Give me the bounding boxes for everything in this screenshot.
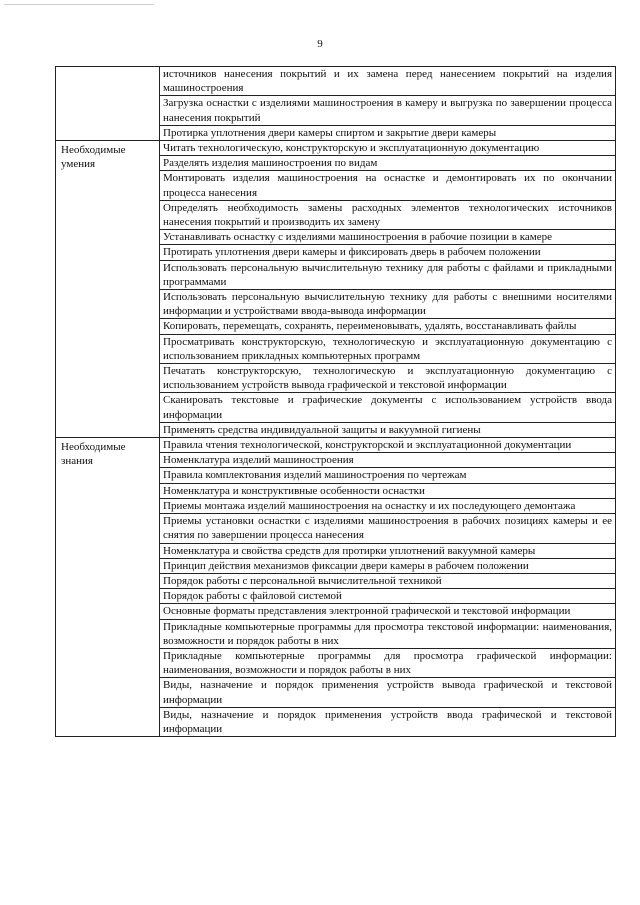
section-item: Загрузка оснастки с изделиями машиностроения в камеру и выгрузка по завершении процесса нанесения покрытий — [160, 96, 616, 125]
section-item: Правила комплектования изделий машиностроения по чертежам — [160, 468, 616, 483]
section-item: Печатать конструкторскую, технологическую и эксплуатационную документацию с использованием устройств вывода графической и текстовой информации — [160, 364, 616, 393]
competency-table-body — [56, 67, 616, 737]
section-item: Просматривать конструкторскую, технологическую и эксплуатационную документацию с использованием прикладных компьютерных программ — [160, 334, 616, 363]
competency-table — [55, 66, 616, 737]
section-item: Протирать уплотнения двери камеры и фиксировать дверь в рабочем положении — [160, 245, 616, 260]
section-item: Копировать, перемещать, сохранять, переименовывать, удалять, восстанавливать файлы — [160, 319, 616, 334]
section-item: Порядок работы с файловой системой — [160, 589, 616, 604]
section-item: Протирка уплотнения двери камеры спиртом и закрытие двери камеры — [160, 125, 616, 140]
section-item: Разделять изделия машиностроения по видам — [160, 156, 616, 171]
section-item: Прикладные компьютерные программы для просмотра текстовой информации: наименования, возможности и порядок работы в них — [160, 619, 616, 648]
section-item: Правила чтения технологической, конструкторской и эксплуатационной документации — [160, 438, 616, 453]
section-item: источников нанесения покрытий и их замена перед нанесением покрытий на изделия машиностроения — [160, 67, 616, 96]
section-item: Принцип действия механизмов фиксации двери камеры в рабочем положении — [160, 558, 616, 573]
section-item: Основные форматы представления электронной графической и текстовой информации — [160, 604, 616, 619]
section-item: Номенклатура изделий машиностроения — [160, 453, 616, 468]
section-item: Применять средства индивидуальной защиты и вакуумной гигиены — [160, 422, 616, 437]
table-row — [56, 141, 616, 156]
section-item: Приемы монтажа изделий машиностроения на оснастку и их последующего демонтажа — [160, 498, 616, 513]
section-item: Прикладные компьютерные программы для просмотра графической информации: наименования, возможности и порядок работы в них — [160, 648, 616, 677]
table-row — [56, 438, 616, 453]
section-item: Виды, назначение и порядок применения устройств ввода графической и текстовой информации — [160, 707, 616, 736]
section-label: Необходимые знания — [56, 438, 160, 737]
scan-edge-line — [4, 4, 154, 5]
section-item: Читать технологическую, конструкторскую и эксплуатационную документацию — [160, 141, 616, 156]
section-item: Приемы установки оснастки с изделиями машиностроения в рабочих позициях камеры и ее снятия по завершении процесса нанесения — [160, 514, 616, 543]
section-item: Монтировать изделия машиностроения на оснастке и демонтировать их по окончании процесса нанесения — [160, 171, 616, 200]
section-item: Использовать персональную вычислительную технику для работы с файлами и прикладными программами — [160, 260, 616, 289]
section-item: Номенклатура и конструктивные особенности оснастки — [160, 483, 616, 498]
section-item: Определять необходимость замены расходных элементов технологических источников нанесения покрытий и производить их замену — [160, 200, 616, 229]
section-label — [56, 67, 160, 141]
table-row — [56, 67, 616, 96]
section-item: Номенклатура и свойства средств для протирки уплотнений вакуумной камеры — [160, 543, 616, 558]
section-item: Устанавливать оснастку с изделиями машиностроения в рабочие позиции в камере — [160, 230, 616, 245]
section-item: Виды, назначение и порядок применения устройств вывода графической и текстовой информации — [160, 678, 616, 707]
page-number: 9 — [317, 38, 323, 50]
section-label: Необходимые умения — [56, 141, 160, 438]
section-item: Порядок работы с персональной вычислительной техникой — [160, 573, 616, 588]
section-item: Использовать персональную вычислительную технику для работы с внешними носителями информации и устройствами ввода-вывода информации — [160, 290, 616, 319]
section-item: Сканировать текстовые и графические документы с использованием устройств ввода информации — [160, 393, 616, 422]
